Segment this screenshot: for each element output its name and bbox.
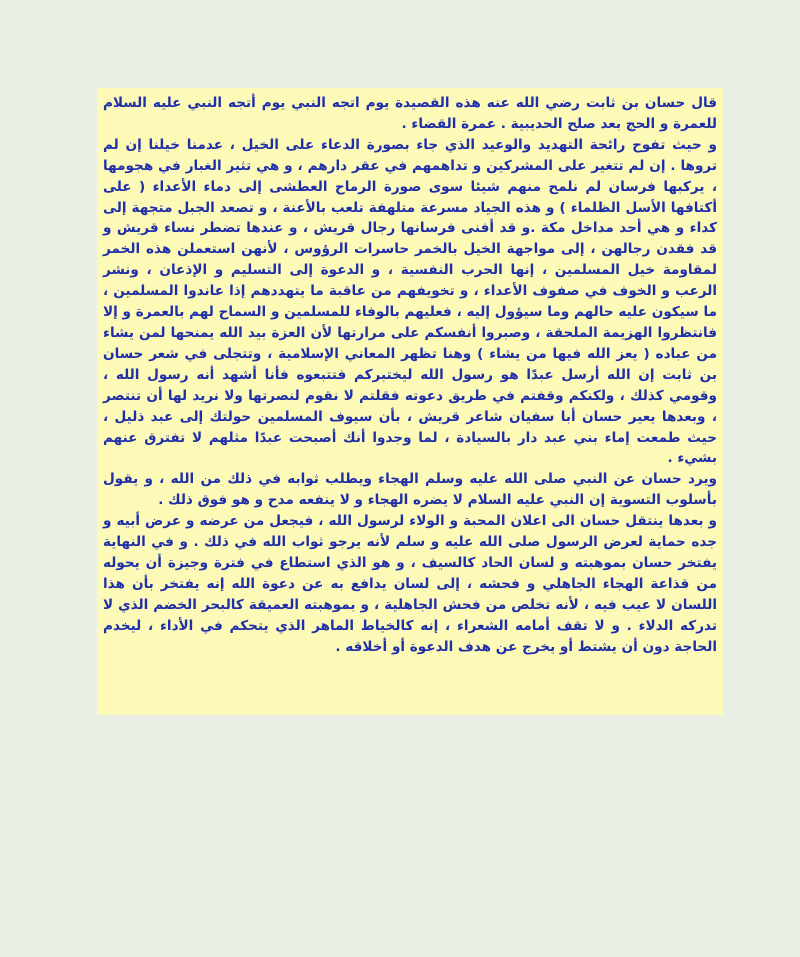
paragraph-conclusion: و بعدها ينتقل حسان الى اعلان المحبة و الولاء لرسول الله ، فيجعل من عرضه و عرض أبيه و جده حماية لعرض الرسول صلى الله عليه و سلم لأنه يرجو ثواب الله في ذلك . و في النهاية يفتخر حسان بموهبته و لسان الحاد كالسيف ، و هو الذي استطاع في فترة وجيزة أن يحوله من قذاعة الهجاء الجاهلي و فحشه ، إلى لسان يدافع به عن دعوة الله إنه يفتخر بأن هذا اللسان لا عيب فيه ، لأنه تخلص من فحش الجاهلية ، و بموهبته العميقة كالبحر الخضم الذي لا تدركه الدلاء . و لا تقف أمامه الشعراء ، إنه كالخياط الماهر الذي يتحكم في الأداء ، ليخدم الحاجة دون أن يشتط أو يخرج عن هدف الدعوة أو أخلاقه . bbox=[103, 513, 717, 655]
text-box bbox=[97, 88, 723, 715]
paragraph-defense: ويرد حسان عن النبي صلى الله عليه وسلم الهجاء ويطلب ثوابه في ذلك من الله ، و يقول بأسلوب التسوية إن النبي عليه السلام لا يضره الهجاء و لا ينفعه مدح و هو فوق ذلك . bbox=[103, 471, 717, 509]
paragraph-intro: قال حسان بن ثابت رضي الله عنه هذه القصيدة يوم اتجه النبي يوم أتجه النبي عليه السلام للعمرة و الحج بعد صلح الحديبية . عمرة القضاء . bbox=[103, 95, 717, 132]
document-body bbox=[103, 93, 717, 657]
paragraph-horses: و حيث تفوح رائحة التهديد والوعيد الذي جاء بصورة الدعاء على الخيل ، عدمنا خيلنا إن لم تروها . إن لم تتغير على المشركين و تداهمهم في عقر دارهم ، و هي تثير الغبار في هجومها ، يركبها فرسان لم نلمح منهم شيئا سوى صورة الرماح العطشى إلى دماء الأعداء ( على أكتافها الأسل الظلماء ) و هذه الجياد مسرعة متلهفة تلعب بالأعنة ، و تصعد الجبل متجهة إلى كداء و هي أحد مداخل مكة .و قد أفنى فرسانها رجال قريش ، و عندها تضطر نساء قريش و قد فقدن رجالهن ، إلى مواجهة الخيل بالخمر حاسرات الرؤوس ، لأنهن استعملن هذه الخمر لمقاومة خيل المسلمين ، إنها الحرب النفسية ، و الدعوة إلى التسليم و الإذعان ، ونشر الرعب و الخوف في صفوف الأعداء ، و تخويفهم من عاقبة ما يتهددهم إذا عاندوا المسلمين ، ما سيكون عليه حالهم وما سيؤول إليه ، فعليهم بالوفاء للمسلمين و السماح لهم بالعمرة و إلا فانتظروا الهزيمة الملحقة ، وصبروا أنفسكم على مرارتها لأن العزة بيد الله يمنحها لمن يشاء من عباده ( يعز الله فيها من يشاء ) وهنا تظهر المعاني الإسلامية ، وتتجلى في شعر حسان بن ثابت إن الله أرسل عبدًا هو رسول الله ليختبركم فتتبعوه فأنا أشهد أنه رسول الله ، وقومي كذلك ، ولكنكم وقفتم في طريق دعوته فقلتم لا نقوم لنصرتها ولا نريد لها أن تنتصر ، وبعدها يعير حسان أبا سفيان شاعر قريش ، بأن سيوف المسلمين حولتك إلى عبد ذليل ، حيث طمعت إماء بني عبد دار بالسيادة ، لما وجدوا أنك أصبحت عبدًا مثلهم لا تفترق عنهم بشيء . bbox=[103, 136, 717, 467]
